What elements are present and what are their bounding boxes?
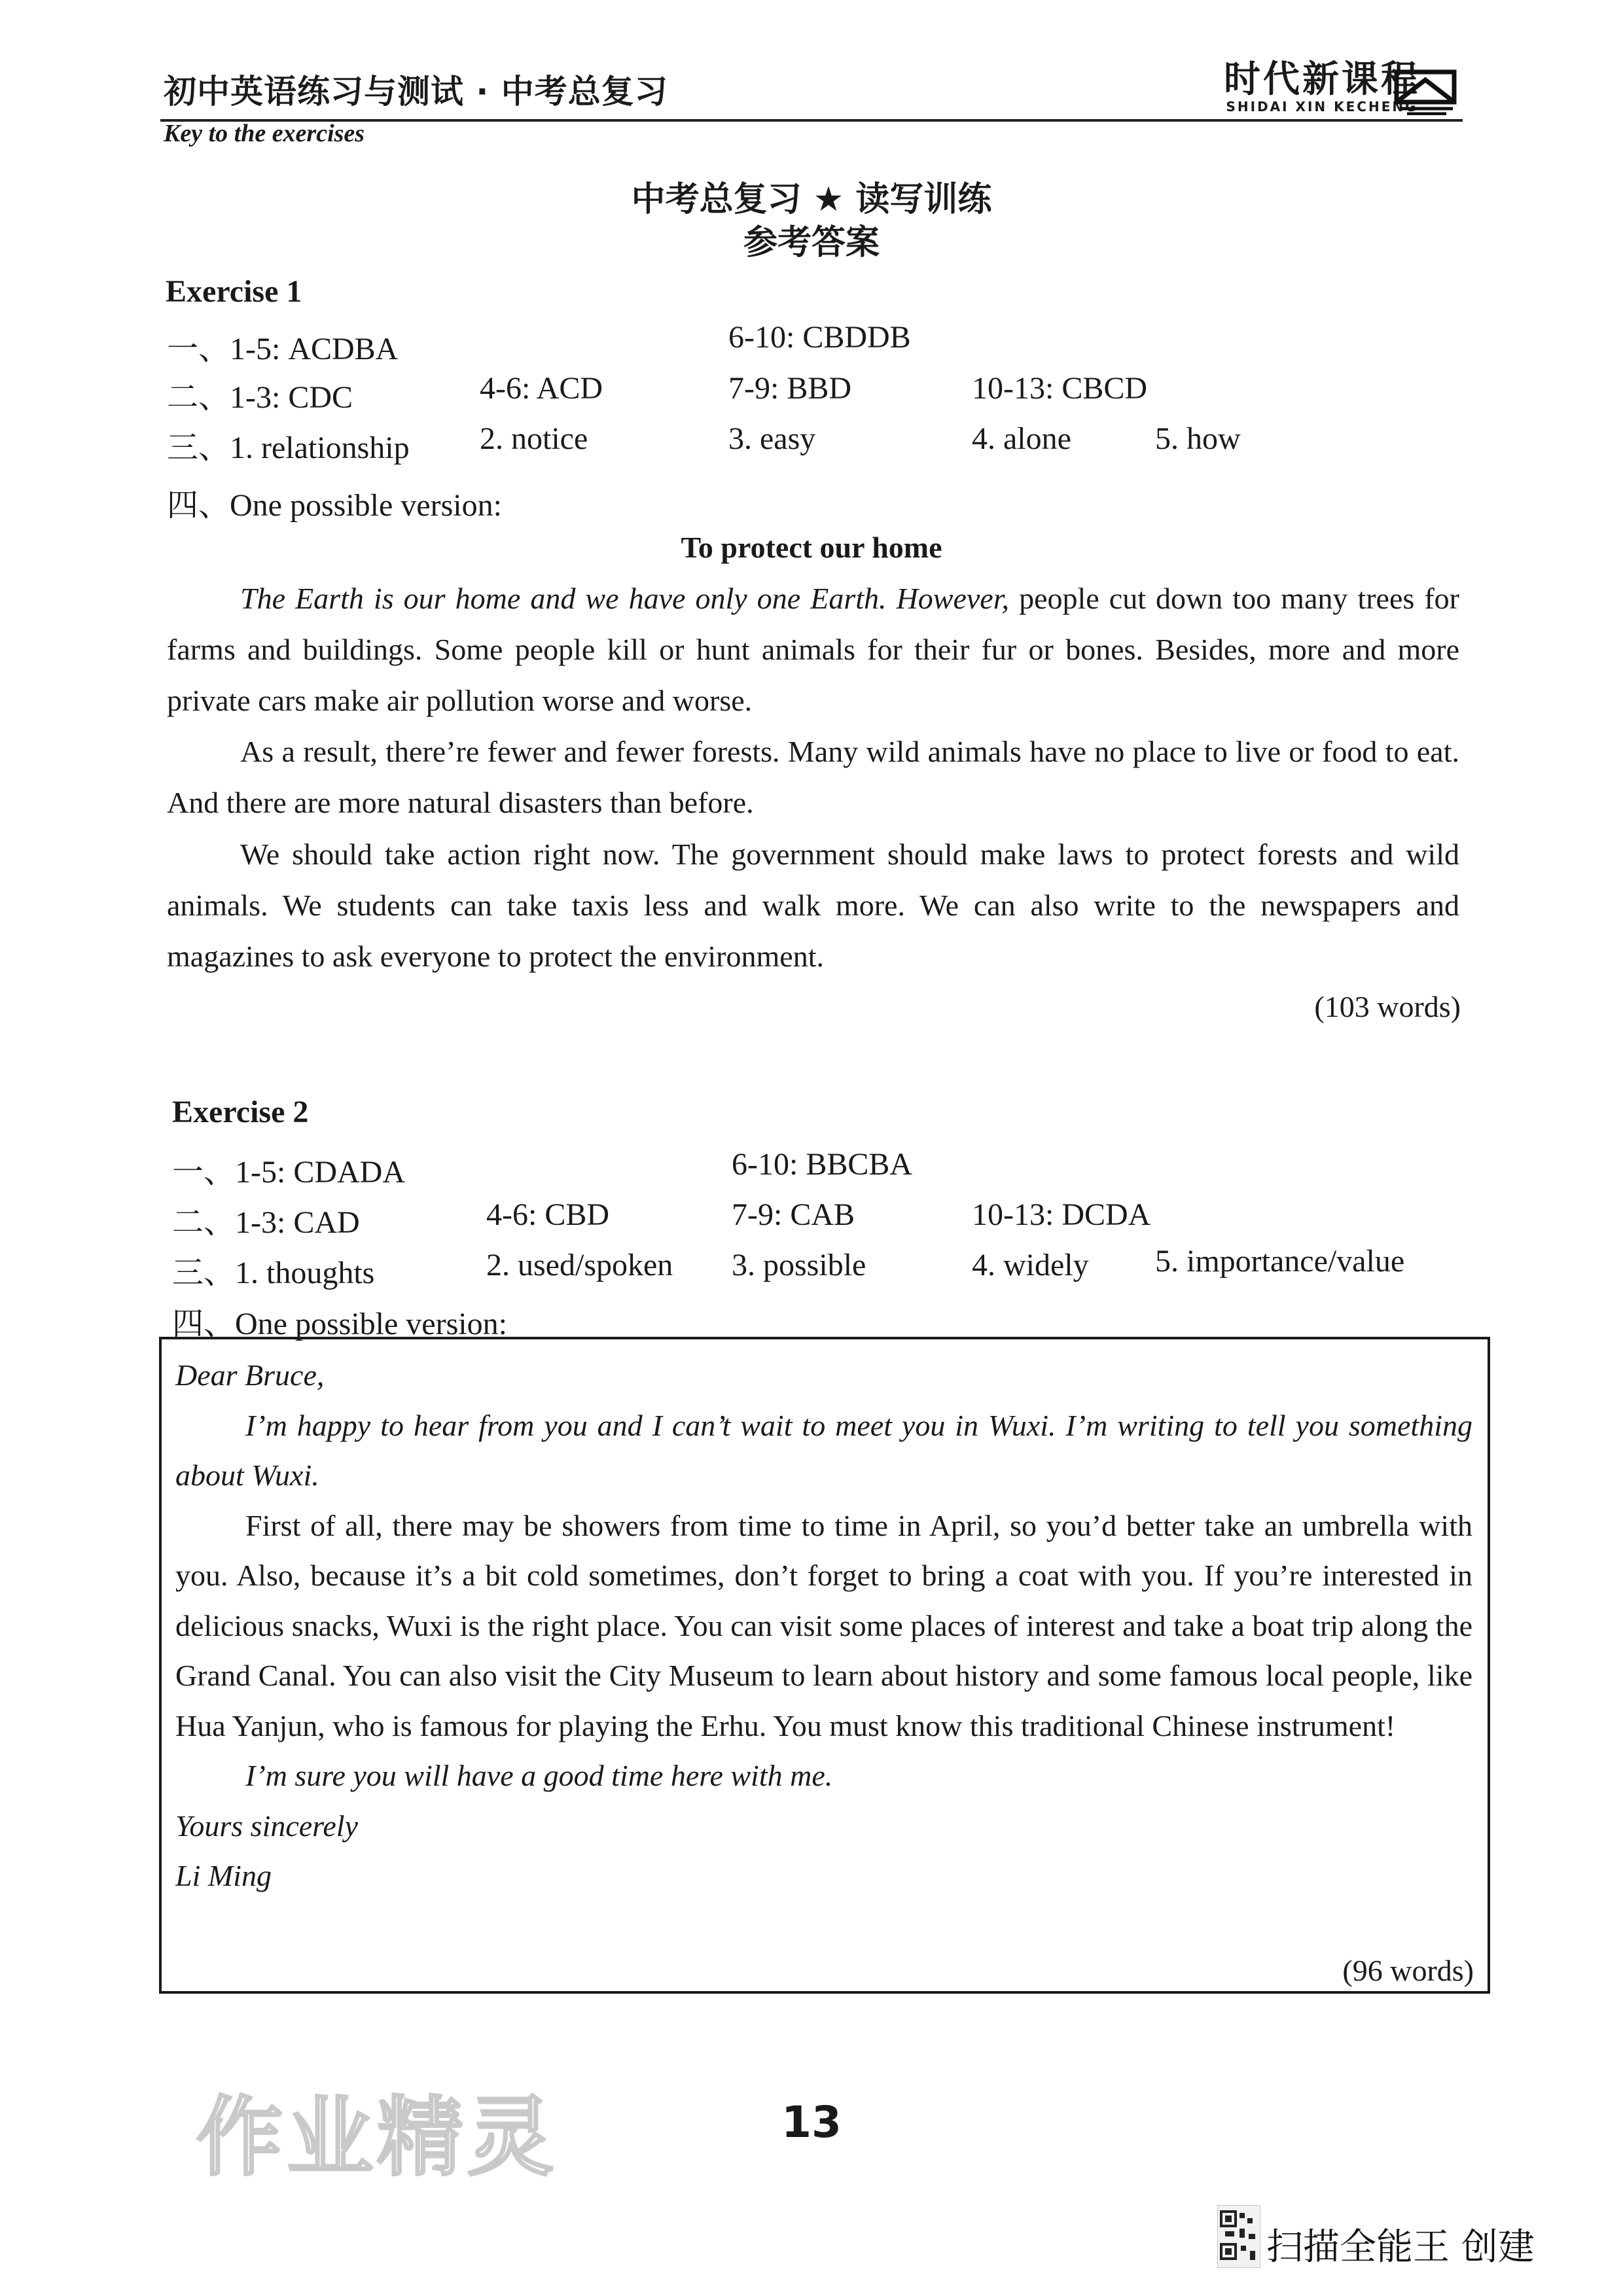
ex1-part2-b: 4-6: ACD bbox=[480, 371, 603, 406]
ex2-part3-e: 5. importance/value bbox=[1155, 1244, 1405, 1279]
brand-pinyin: SHIDAI XIN KECHENG bbox=[1226, 99, 1418, 115]
letter-paragraph-1: I’m happy to hear from you and I can’t wait to meet you in Wuxi. I’m writing to tell you something about Wuxi. bbox=[175, 1408, 1472, 1492]
essay-paragraph-1 bbox=[167, 573, 1459, 726]
essay-p1-italic: The Earth is our home and we have only one Earth. However, bbox=[240, 582, 1010, 615]
essay-p1-text: people cut down too many trees for farms and buildings. Some people kill or hunt animals for their fur or bones. Besides, more and more private cars make air pollution worse and worse. bbox=[167, 582, 1459, 717]
essay-title: To protect our home bbox=[681, 531, 942, 564]
ex2-part1-b: 6-10: BBCBA bbox=[732, 1147, 913, 1182]
ex1-part3-c: 3. easy bbox=[728, 421, 816, 456]
ex1-part2-a: 二、1-3: CDC bbox=[167, 380, 353, 415]
essay-paragraph-3: We should take action right now. The government should make laws to protect forests and wild animals. We students can take taxis less and walk more. We can also write to the newspapers and magazines to ask everyone to protect the environment. bbox=[167, 838, 1459, 973]
ex1-part2-d: 10-13: CBCD bbox=[972, 371, 1148, 406]
letter-closing: Yours sincerely bbox=[175, 1809, 358, 1843]
page-number: 13 bbox=[781, 2097, 842, 2147]
ex2-part1-a: 一、1-5: CDADA bbox=[172, 1155, 405, 1190]
ex2-part2-d: 10-13: DCDA bbox=[972, 1197, 1151, 1232]
brand-logo bbox=[1224, 60, 1420, 114]
ex2-part3-c: 3. possible bbox=[732, 1248, 866, 1282]
ex2-part2-c: 7-9: CAB bbox=[732, 1197, 855, 1232]
letter-paragraph-2: First of all, there may be showers from time to time in April, so you’d better take an umbrella with you. Also, because it’s a bit cold sometimes, don’t forget to bring a coat with you. If you’re interested in delicious snacks, Wuxi is the right place. You can visit some places of interest and take a boat trip along the Grand Canal. You can also visit the City Museum to learn about history and some famous local people, like Hua Yanjun, who is famous for playing the Erhu. You must know this traditional Chinese instrument! bbox=[175, 1508, 1472, 1742]
ex1-part3-b: 2. notice bbox=[480, 421, 588, 456]
ex1-part3-a: 三、1. relationship bbox=[167, 431, 410, 465]
letter-signature: Li Ming bbox=[175, 1859, 272, 1892]
watermark: 作业精灵 bbox=[196, 2087, 558, 2188]
brand-logo-icon bbox=[1394, 68, 1459, 115]
ex1-part4-label: 四、One possible version: bbox=[167, 488, 502, 523]
letter-word-count: (96 words) bbox=[1342, 1954, 1474, 1987]
doc-title: 中考总复习 ★ 读写训练 bbox=[631, 180, 992, 219]
exercise1-heading: Exercise 1 bbox=[166, 274, 302, 309]
letter-salutation: Dear Bruce, bbox=[175, 1358, 325, 1392]
doc-subtitle: 参考答案 bbox=[743, 223, 880, 262]
letter-paragraph-3: I’m sure you will have a good time here with me. bbox=[245, 1759, 833, 1792]
ex1-part3-d: 4. alone bbox=[972, 421, 1071, 456]
ex1-part2-c: 7-9: BBD bbox=[728, 371, 852, 406]
ex2-part3-d: 4. widely bbox=[972, 1248, 1089, 1282]
ex1-part1-a: 一、1-5: ACDBA bbox=[167, 332, 399, 366]
header-book-title: 初中英语练习与测试 · 中考总复习 bbox=[164, 73, 668, 111]
scanner-label: 扫描全能王 创建 bbox=[1266, 2226, 1535, 2269]
ex1-part1-b: 6-10: CBDDB bbox=[728, 320, 911, 355]
ex2-part3-b: 2. used/spoken bbox=[486, 1248, 673, 1282]
essay-word-count: (103 words) bbox=[1314, 990, 1461, 1023]
brand-chinese: 时代新课程 bbox=[1224, 58, 1420, 101]
qr-code-icon bbox=[1217, 2205, 1260, 2268]
letter bbox=[175, 1351, 1472, 1901]
ex2-part2-b: 4-6: CBD bbox=[486, 1197, 610, 1232]
ex1-part3-e: 5. how bbox=[1155, 421, 1241, 456]
key-to-exercises: Key to the exercises bbox=[164, 120, 365, 147]
essay-paragraph-2: As a result, there’re fewer and fewer forests. Many wild animals have no place to live or food to eat. And there are more natural disasters than before. bbox=[167, 735, 1459, 819]
ex2-part2-a: 二、1-3: CAD bbox=[172, 1205, 360, 1240]
exercise2-heading: Exercise 2 bbox=[172, 1095, 309, 1129]
ex2-part3-a: 三、1. thoughts bbox=[172, 1256, 375, 1290]
ex2-part4-label: 四、One possible version: bbox=[172, 1307, 507, 1341]
